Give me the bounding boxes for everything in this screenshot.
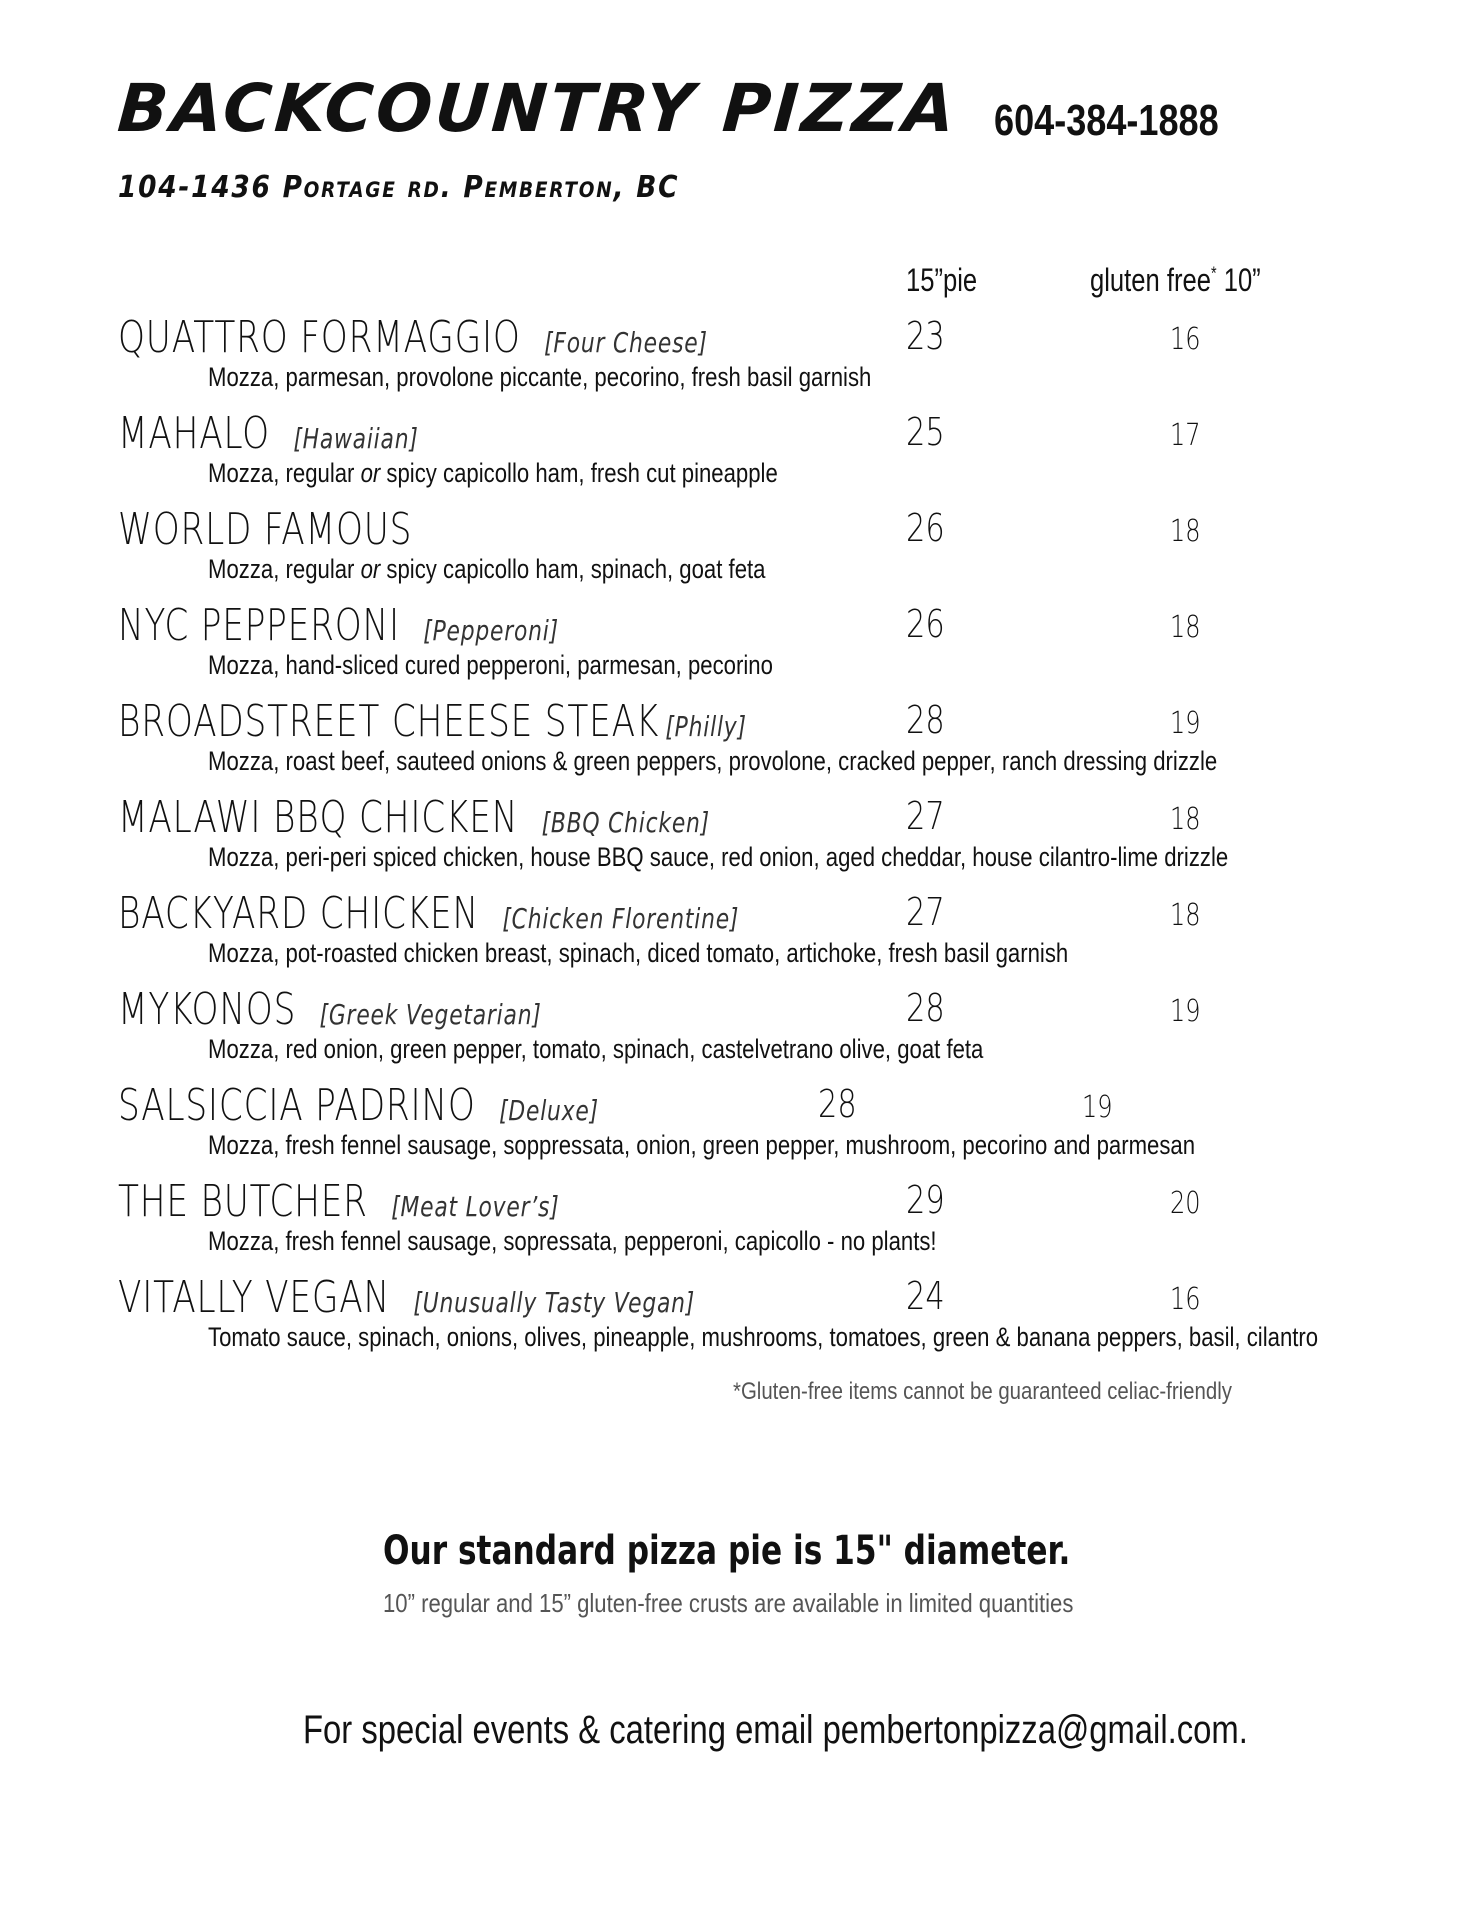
price-gluten-free: 18 [1170,802,1201,837]
price-15-pie: 28 [906,986,945,1030]
menu-item-name: BROADSTREET CHEESE STEAK [Philly] [118,696,747,747]
price-15-pie: 27 [906,890,945,934]
menu-item-description: Mozza, regular or spicy capicollo ham, fresh cut pineapple [208,458,778,488]
gluten-free-label: gluten free [1090,262,1211,298]
menu-item-name: NYC PEPPERONI [Pepperoni] [118,600,559,651]
menu-item-alias: [Meat Lover’s] [391,1190,560,1223]
menu-item [0,312,1484,408]
menu-item [0,504,1484,600]
price-15-pie: 27 [906,794,945,838]
menu-item-name: MYKONOS [Greek Vegetarian] [118,984,542,1035]
price-gluten-free: 18 [1170,610,1201,645]
menu-item-description: Mozza, regular or spicy capicollo ham, spinach, goat feta [208,554,766,584]
price-15-pie: 26 [906,602,945,646]
price-gluten-free: 18 [1170,898,1201,933]
gluten-free-asterisk: * [1210,263,1217,284]
price-15-pie: 26 [906,506,945,550]
price-gluten-free: 17 [1170,418,1201,453]
menu-item-name: QUATTRO FORMAGGIO [Four Cheese] [118,312,708,363]
menu-item-description: Mozza, hand-sliced cured pepperoni, parmesan, pecorino [208,650,773,680]
menu-item-alias: [Greek Vegetarian] [319,998,542,1031]
column-header-gluten-free [1090,262,1261,299]
menu-item-alias: [Four Cheese] [544,326,708,359]
price-15-pie: 25 [906,410,945,454]
limited-crusts-note: 10” regular and 15” gluten-free crusts are available in limited quantities [383,1588,1074,1618]
menu-item-name: SALSICCIA PADRINO [Deluxe] [118,1080,599,1131]
menu-item-name: THE BUTCHER [Meat Lover’s] [118,1176,560,1227]
menu-item-description: Mozza, fresh fennel sausage, sopressata, pepperoni, capicollo - no plants! [208,1226,937,1256]
catering-contact: For special events & catering email pembertonpizza@gmail.com. [303,1708,1248,1752]
menu-item-description: Tomato sauce, spinach, onions, olives, pineapple, mushrooms, tomatoes, green & banana peppers, basil, cilantro [208,1322,1319,1352]
menu-item-name: WORLD FAMOUS [118,504,413,555]
menu-item-alias: [BBQ Chicken] [541,806,710,839]
price-15-pie: 24 [906,1274,945,1318]
menu-item-description: Mozza, fresh fennel sausage, soppressata, onion, green pepper, mushroom, pecorino and parmesan [208,1130,1196,1160]
price-gluten-free: 19 [1170,994,1201,1029]
menu-item-alias: [Hawaiian] [293,422,419,455]
restaurant-title: BACKCOUNTRY PIZZA [115,70,961,147]
price-gluten-free: 18 [1170,514,1201,549]
menu-item [0,888,1484,984]
menu-item-name: VITALLY VEGAN [Unusually Tasty Vegan] [118,1272,696,1323]
menu-item [0,984,1484,1080]
menu-item-name: MAHALO [Hawaiian] [118,408,419,459]
address: 104-1436 Portage rd. Pemberton, BC [118,170,680,205]
phone-number: 604-384-1888 [994,96,1219,145]
menu-item-description: Mozza, roast beef, sauteed onions & green peppers, provolone, cracked pepper, ranch dressing drizzle [208,746,1218,776]
price-15-pie: 23 [906,314,945,358]
menu-item-alias: [Unusually Tasty Vegan] [413,1286,696,1319]
menu-item [0,600,1484,696]
menu-item-alias: [Chicken Florentine] [502,902,740,935]
menu-item-alias: [Philly] [665,710,747,743]
menu-item [0,408,1484,504]
menu-item [0,1176,1484,1272]
price-15-pie: 29 [906,1178,945,1222]
menu-item-description: Mozza, pot-roasted chicken breast, spinach, diced tomato, artichoke, fresh basil garnish [208,938,1069,968]
menu-item-alias: [Deluxe] [499,1094,599,1127]
price-gluten-free: 16 [1170,1282,1201,1317]
menu-item-name: BACKYARD CHICKEN [Chicken Florentine] [118,888,740,939]
price-gluten-free: 20 [1170,1186,1201,1221]
menu-item-description: Mozza, red onion, green pepper, tomato, spinach, castelvetrano olive, goat feta [208,1034,984,1064]
menu-item-name: MALAWI BBQ CHICKEN [BBQ Chicken] [118,792,710,843]
standard-size-note: Our standard pizza pie is 15" diameter. [383,1528,1071,1574]
gluten-free-footnote: *Gluten-free items cannot be guaranteed celiac-friendly [733,1378,1232,1405]
menu-item [0,792,1484,888]
gluten-free-size: 10” [1216,262,1261,298]
menu-item [0,1272,1484,1368]
price-15-pie: 28 [818,1082,857,1126]
price-gluten-free: 19 [1082,1090,1113,1125]
menu-item-description: Mozza, parmesan, provolone piccante, pecorino, fresh basil garnish [208,362,872,392]
price-15-pie: 28 [906,698,945,742]
menu-item-alias: [Pepperoni] [423,614,559,647]
menu-item-description: Mozza, peri-peri spiced chicken, house BBQ sauce, red onion, aged cheddar, house cilantro-lime drizzle [208,842,1229,872]
menu-item [0,696,1484,792]
menu-item [0,1080,1484,1176]
price-gluten-free: 16 [1170,322,1201,357]
column-header-15-pie: 15”pie [906,262,978,298]
price-gluten-free: 19 [1170,706,1201,741]
